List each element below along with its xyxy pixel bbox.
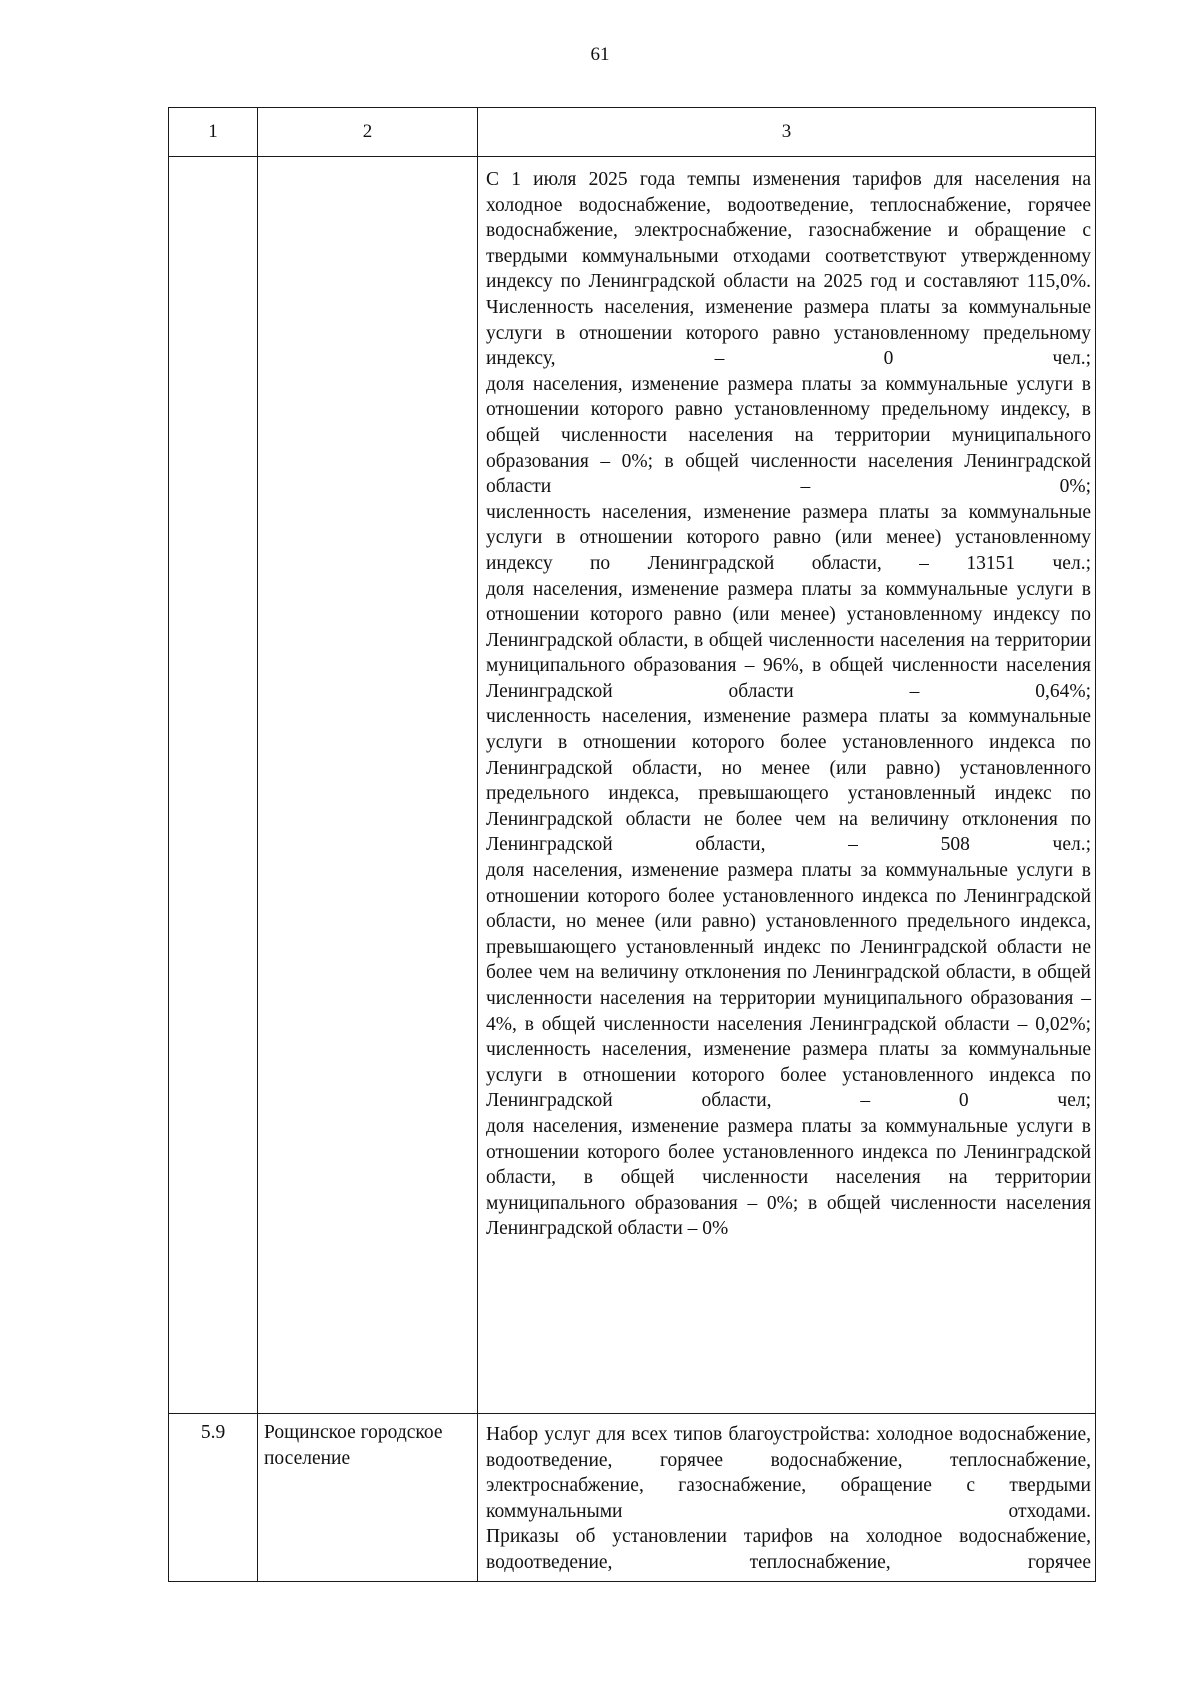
row-number (169, 157, 258, 1414)
description-cell (478, 1414, 1096, 1582)
settlement-name: Рощинское городское поселение (258, 1414, 478, 1582)
paragraph: Численность населения, изменение размера платы за коммунальные услуги в отношении которого равно установленному предельному индексу, – 0 чел.; (486, 296, 1091, 370)
header-cell-1: 1 (169, 108, 258, 157)
table-row (169, 1414, 1096, 1582)
row-number: 5.9 (169, 1414, 258, 1582)
settlement-name (258, 157, 478, 1414)
paragraph: численность населения, изменение размера платы за коммунальные услуги в отношении которого равно (или менее) установленному индексу по Ленинградской области, – 13151 чел.; (486, 501, 1091, 574)
paragraph: доля населения, изменение размера платы за коммунальные услуги в отношении которого равно установленному предельному индексу, в общей численности населения на территории муниципального образования – 0%; в общей численности населения Ленинградской области – 0%; (486, 373, 1091, 498)
header-cell-2: 2 (258, 108, 478, 157)
paragraph: С 1 июля 2025 года темпы изменения тарифов для населения на холодное водоснабжение, водоотведение, теплоснабжение, горячее водоснабжение, электроснабжение, газоснабжение и обращение с твердыми коммунальными отходами соответствуют утвержденному индексу по Ленинградской области на 2025 год и составляют 115,0%. (486, 169, 1091, 293)
paragraph: Приказы об установлении тарифов на холодное водоснабжение, водоотведение, теплоснабжение, горячее (486, 1526, 1091, 1573)
paragraph: доля населения, изменение размера платы за коммунальные услуги в отношении которого равно (или менее) установленному индексу по Ленинградской области, в общей численности населения на территории муниципального образования – 96%, в общей численности населения Ленинградской области – 0,64%; (486, 578, 1091, 702)
page-number: 61 (590, 44, 610, 65)
table-row (169, 157, 1096, 1414)
paragraph: доля населения, изменение размера платы за коммунальные услуги в отношении которого более установленного индекса по Ленинградской области, в общей численности населения на территории муниципального образования – 0%; в общей численности населения Ленинградской области – 0% (486, 1115, 1091, 1240)
header-cell-3: 3 (478, 108, 1096, 157)
description-cell (478, 157, 1096, 1414)
paragraph: численность населения, изменение размера платы за коммунальные услуги в отношении которого более установленного индекса по Ленинградской области, – 0 чел; (486, 1039, 1091, 1112)
paragraph: Набор услуг для всех типов благоустройства: холодное водоснабжение, водоотведение, горячее водоснабжение, теплоснабжение, электроснабжение, газоснабжение, обращение с твердыми коммунальными отходами. (486, 1424, 1091, 1522)
paragraph: доля населения, изменение размера платы за коммунальные услуги в отношении которого более установленного индекса по Ленинградской области, но менее (или равно) установленного предельного индекса, превышающего установленный индекс по Ленинградской области не более чем на величину отклонения по Ленинградской области, в общей численности населения на территории муниципального образования – 4%, в общей численности населения Ленинградской области – 0,02%; (486, 860, 1091, 1035)
paragraph: численность населения, изменение размера платы за коммунальные услуги в отношении которого более установленного индекса по Ленинградской области, но менее (или равно) установленного предельного индекса, превышающего установленный индекс по Ленинградской области не более чем на величину отклонения по Ленинградской области, – 508 чел.; (486, 706, 1091, 856)
table-header-row (169, 108, 1096, 157)
data-table (168, 107, 1096, 1582)
